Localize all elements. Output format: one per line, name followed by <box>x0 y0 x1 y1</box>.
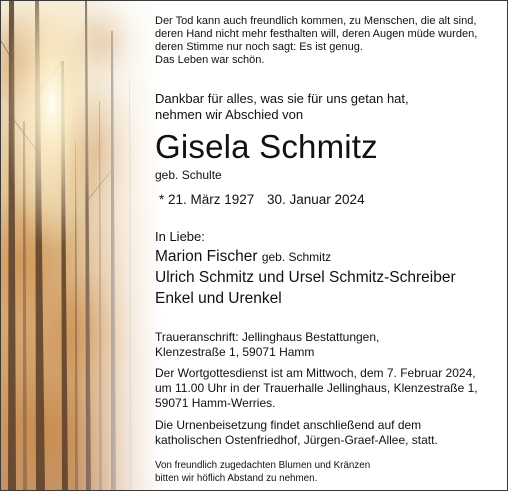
birth-name: geb. Schulte <box>155 168 222 182</box>
quote-line: Der Tod kann auch freundlich kommen, zu Menschen, die alt sind, <box>155 15 477 27</box>
quote-line: Das Leben war schön. <box>155 54 265 66</box>
birth-date: * 21. März 1927 <box>159 192 255 207</box>
thanks-line: nehmen wir Abschied von <box>155 107 304 122</box>
forest-image <box>1 1 161 490</box>
burial-line: Die Urnenbeisetzung findet anschließend auf dem <box>155 418 422 432</box>
footer-line: Von freundlich zugedachten Blumen und Kränzen <box>155 460 371 471</box>
deceased-name: Gisela Schmitz <box>155 128 378 165</box>
burial-line: katholischen Ostenfriedhof, Jürgen-Graef-Allee, statt. <box>155 433 438 447</box>
address-line: Traueranschrift: Jellinghaus Bestattungen, <box>155 330 380 344</box>
quote-line: deren Stimme nur noch sagt: Es ist genug. <box>155 41 363 53</box>
mourner-line <box>155 246 331 268</box>
footer-line: bitten wir höflich Abstand zu nehmen. <box>155 473 318 484</box>
service-line: Der Wortgottesdienst ist am Mittwoch, dem 7. Februar 2024, <box>155 366 476 380</box>
mourner-line: Ulrich Schmitz und Ursel Schmitz-Schreiber <box>155 269 456 286</box>
mourner-birth-name: geb. Schmitz <box>261 250 332 264</box>
quote-line: deren Hand nicht mehr festhalten will, deren Augen müde wurden, <box>155 28 478 40</box>
thanks-line: Dankbar für alles, was sie für uns getan hat, <box>155 91 409 106</box>
service-line: 59071 Hamm-Werries. <box>155 396 276 410</box>
mourners-intro: In Liebe: <box>155 229 205 244</box>
mourner-line: Enkel und Urenkel <box>155 290 282 307</box>
address-line: Klenzestraße 1, 59071 Hamm <box>155 345 315 359</box>
death-date: 30. Januar 2024 <box>267 192 365 207</box>
service-line: um 11.00 Uhr in der Trauerhalle Jellinghaus, Klenzestraße 1, <box>155 381 478 395</box>
forest-illustration <box>1 1 161 490</box>
mourner-name: Marion Fischer <box>155 248 258 265</box>
